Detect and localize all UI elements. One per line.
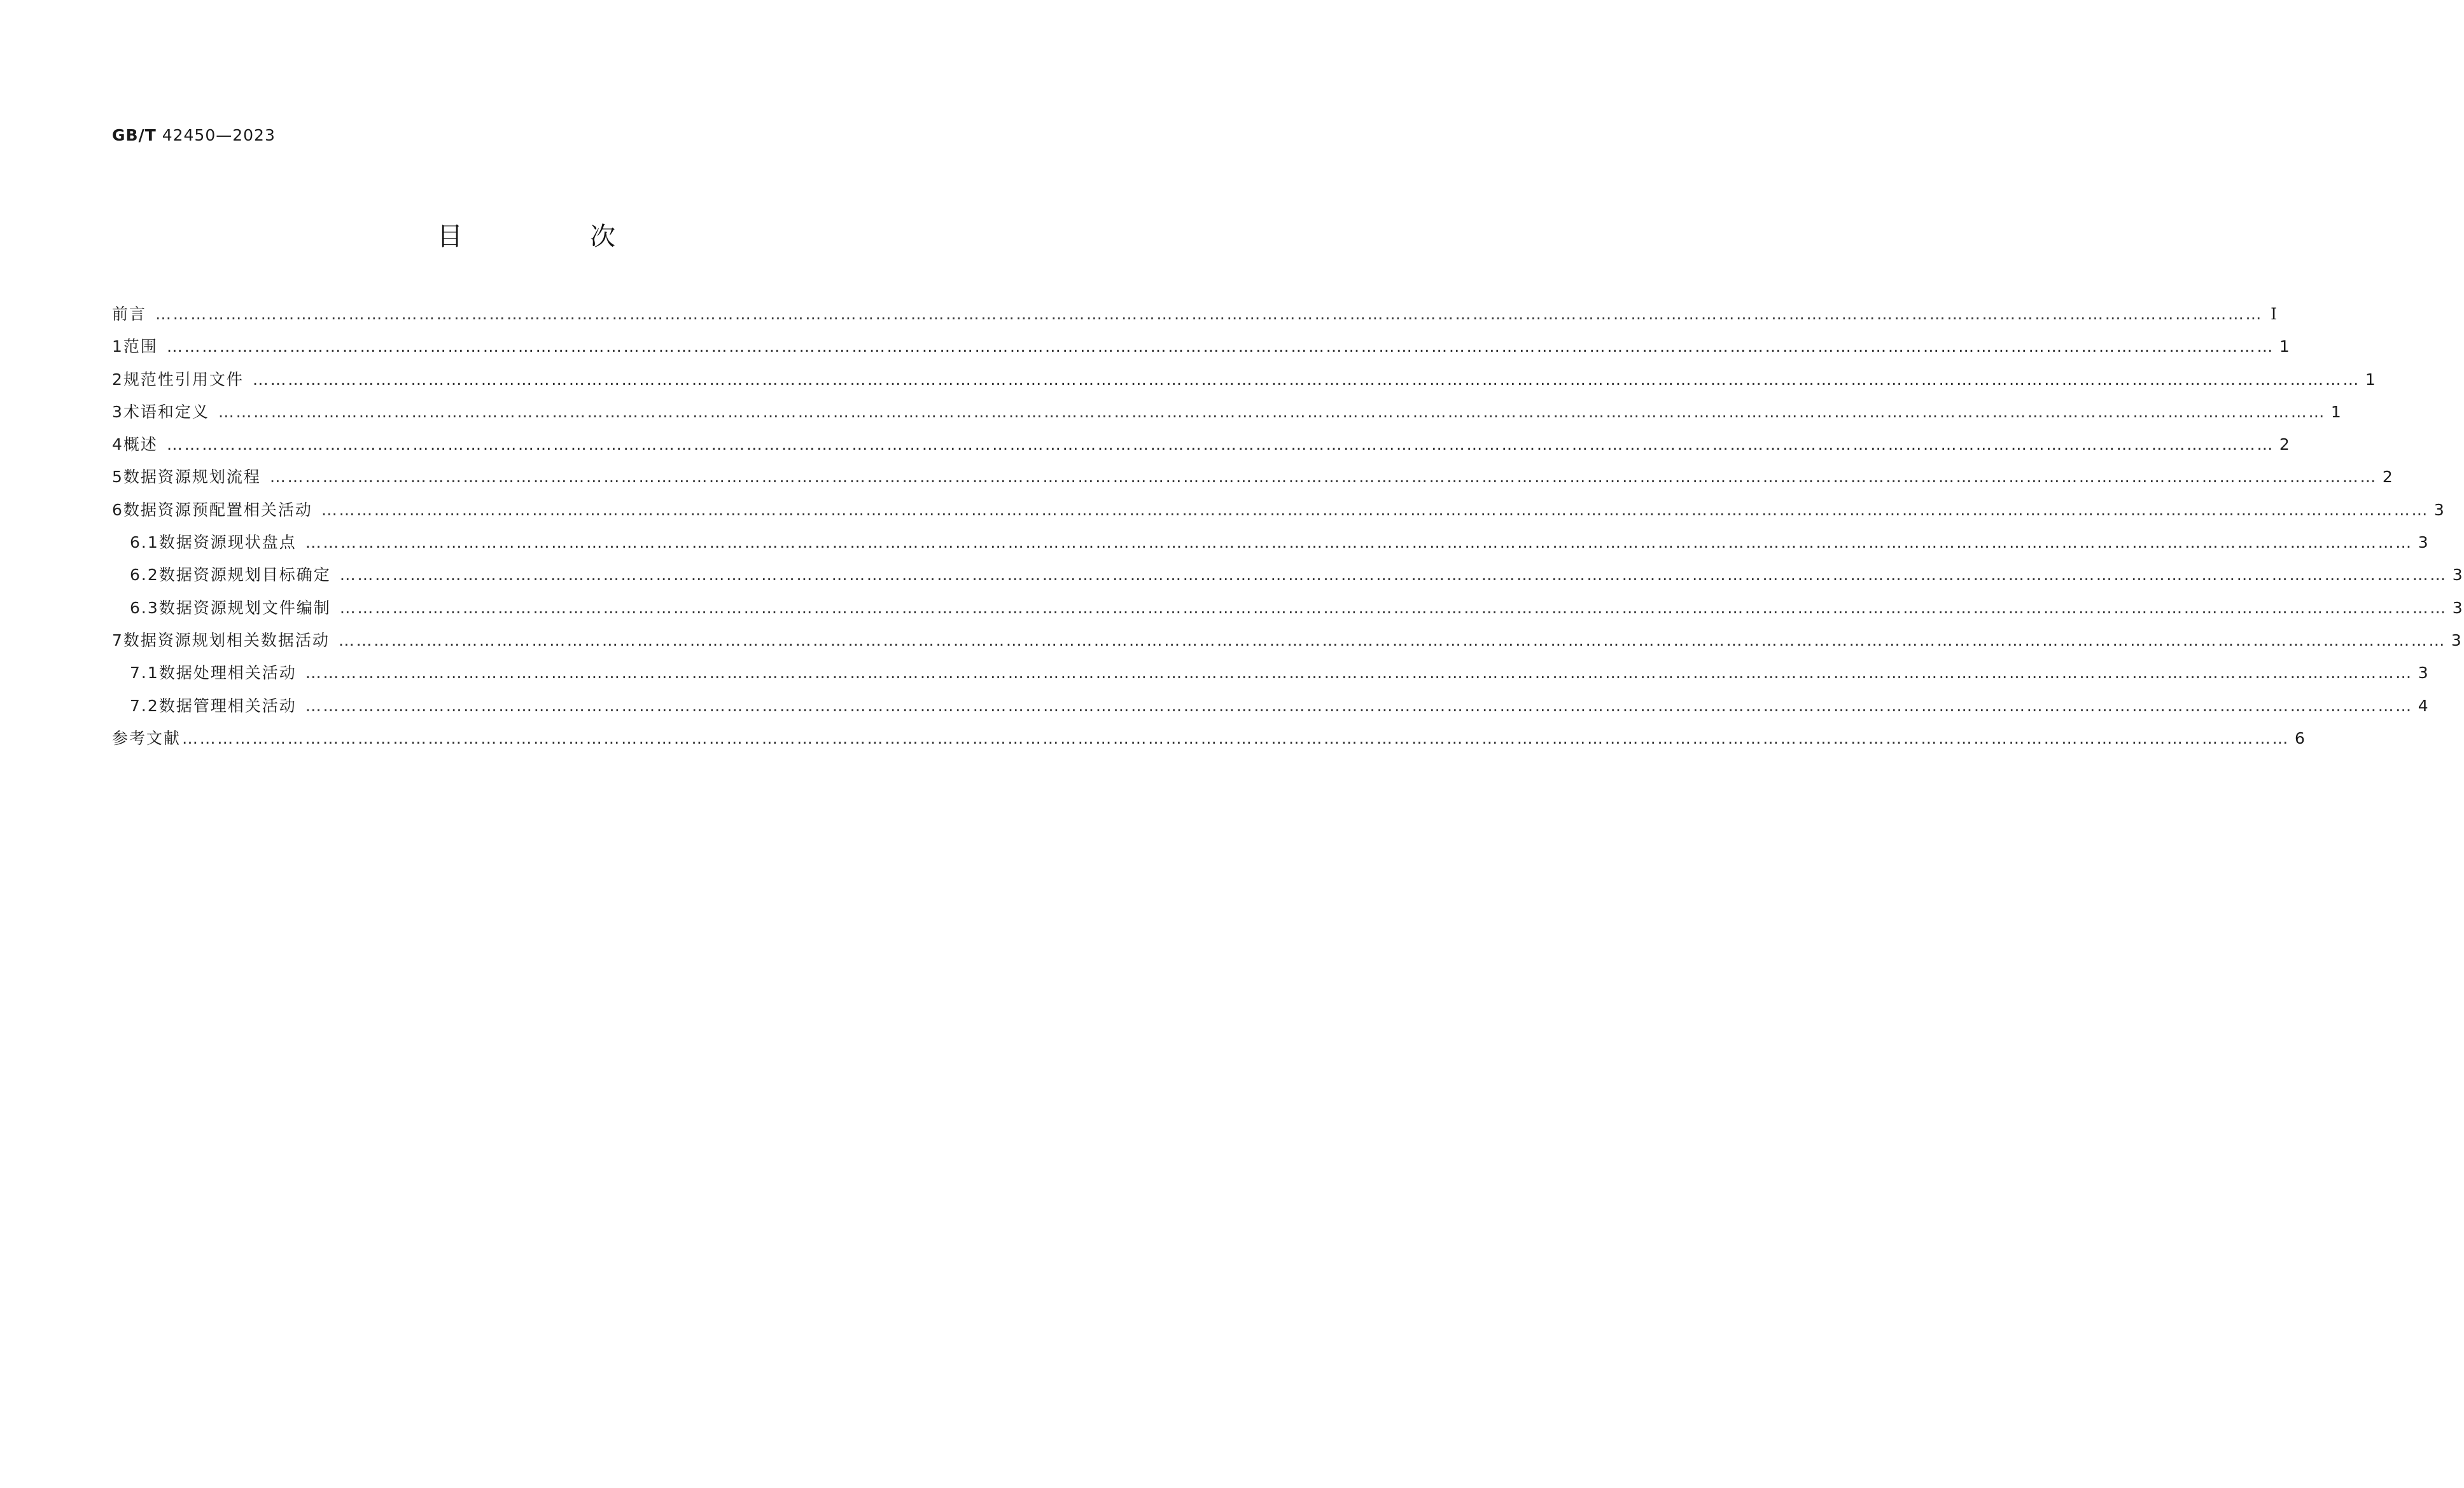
- toc-entry-label: 数据资源现状盘点: [158, 533, 297, 552]
- toc-dot-leader: ………………………………………………………………………………………………………………………………………………………………………………………………………………………………………………………………………………………………………………………………: [305, 664, 2413, 683]
- toc-entry-page-number: 3: [2452, 598, 2464, 617]
- toc-dot-leader: ………………………………………………………………………………………………………………………………………………………………………………………………………………………………………………………………………………………………………………………………: [321, 500, 2429, 519]
- toc-entry-page-number: 4: [2418, 696, 2430, 715]
- toc-entry-label: 数据资源规划目标确定: [158, 566, 331, 585]
- toc-entry-page-number: 3: [2418, 533, 2430, 552]
- toc-dot-leader: ………………………………………………………………………………………………………………………………………………………………………………………………………………………………………………………………………………………………………………………………: [166, 435, 2274, 454]
- toc-entry-page-number: 3: [2452, 566, 2464, 585]
- toc-entry-page-number: 1: [2365, 370, 2377, 389]
- toc-entry-label: 数据资源规划流程: [123, 468, 261, 487]
- toc-entry-page-number: 3: [2451, 630, 2463, 650]
- toc-entry-label: 术语和定义: [123, 402, 209, 421]
- toc-entry-label: 前言: [112, 305, 147, 323]
- toc-entry-label: 数据资源规划相关数据活动: [123, 630, 330, 650]
- toc-dot-leader: ………………………………………………………………………………………………………………………………………………………………………………………………………………………………………………………………………………………………………………………………: [339, 566, 2447, 585]
- toc-entry-number: 5: [112, 468, 123, 487]
- toc-entry-number: 7.1: [130, 664, 159, 683]
- toc-entry-number: 6: [112, 500, 123, 519]
- standard-code: [112, 126, 276, 144]
- toc-entry[interactable]: [112, 595, 2464, 628]
- toc-entry-label: 范围: [123, 337, 158, 356]
- standard-code-prefix: GB/T: [112, 126, 157, 144]
- toc-dot-leader: ………………………………………………………………………………………………………………………………………………………………………………………………………………………………………………………………………………………………………………………………: [218, 402, 2326, 421]
- toc-entry[interactable]: [112, 562, 2464, 595]
- toc-entry-number: 2: [112, 370, 123, 389]
- toc-entry[interactable]: [112, 497, 2446, 530]
- toc-dot-leader: ………………………………………………………………………………………………………………………………………………………………………………………………………………………………………………………………………………………………………………………………: [305, 533, 2413, 552]
- toc-entry-number: 6.3: [130, 598, 159, 617]
- toc-entry[interactable]: [112, 464, 2394, 497]
- toc-entry-number: 3: [112, 402, 123, 421]
- toc-entry[interactable]: [112, 693, 2430, 726]
- toc-dot-leader: ………………………………………………………………………………………………………………………………………………………………………………………………………………………………………………………………………………………………………………………………: [252, 370, 2360, 389]
- toc-entry-label: 数据处理相关活动: [158, 664, 297, 683]
- toc-entry-page-number: 1: [2279, 337, 2291, 356]
- toc-entry-number: 7.2: [130, 696, 159, 715]
- table-of-contents: [112, 302, 2464, 758]
- toc-dot-leader: ………………………………………………………………………………………………………………………………………………………………………………………………………………………………………………………………………………………………………………………………: [339, 598, 2447, 617]
- toc-entry-label: 规范性引用文件: [123, 370, 244, 389]
- toc-entry[interactable]: [112, 400, 2342, 432]
- toc-dot-leader: ………………………………………………………………………………………………………………………………………………………………………………………………………………………………………………………………………………………………………………………………: [155, 305, 2264, 323]
- toc-entry-label: 数据资源预配置相关活动: [123, 500, 312, 519]
- toc-dot-leader: ………………………………………………………………………………………………………………………………………………………………………………………………………………………………………………………………………………………………………………………………: [182, 728, 2290, 747]
- toc-entry[interactable]: [112, 530, 2430, 562]
- toc-entry-number: 6.1: [130, 533, 159, 552]
- toc-dot-leader: ………………………………………………………………………………………………………………………………………………………………………………………………………………………………………………………………………………………………………………………………: [166, 337, 2274, 356]
- toc-entry-label: 概述: [123, 435, 158, 454]
- toc-dot-leader: ………………………………………………………………………………………………………………………………………………………………………………………………………………………………………………………………………………………………………………………………: [269, 468, 2377, 487]
- toc-entry-label: 数据管理相关活动: [158, 696, 297, 715]
- toc-entry-number: 7: [112, 630, 123, 650]
- toc-entry[interactable]: [112, 432, 2291, 464]
- toc-entry-number: 1: [112, 337, 123, 356]
- toc-entry[interactable]: [112, 628, 2463, 660]
- toc-entry-page-number: 2: [2279, 435, 2291, 454]
- standard-code-number: 42450—2023: [162, 126, 276, 144]
- toc-entry-page-number: 6: [2295, 728, 2306, 747]
- toc-entry[interactable]: [112, 367, 2377, 400]
- toc-entry-number: 4: [112, 435, 123, 454]
- toc-entry-page-number: 1: [2330, 402, 2342, 421]
- toc-entry-label: 参考文献: [112, 728, 181, 747]
- toc-title: 目 次: [437, 222, 666, 251]
- toc-entry[interactable]: [112, 726, 2306, 758]
- toc-entry-page-number: 3: [2418, 664, 2430, 683]
- toc-dot-leader: ………………………………………………………………………………………………………………………………………………………………………………………………………………………………………………………………………………………………………………………………: [338, 630, 2446, 650]
- toc-entry[interactable]: [112, 302, 2279, 334]
- toc-entry[interactable]: [112, 660, 2430, 693]
- toc-dot-leader: ………………………………………………………………………………………………………………………………………………………………………………………………………………………………………………………………………………………………………………………………: [305, 696, 2413, 715]
- toc-entry-page-number: Ⅰ: [2271, 305, 2279, 323]
- toc-entry[interactable]: [112, 334, 2291, 366]
- toc-entry-page-number: 3: [2433, 500, 2446, 519]
- toc-entry-page-number: 2: [2382, 468, 2394, 487]
- toc-entry-number: 6.2: [130, 566, 159, 585]
- toc-entry-label: 数据资源规划文件编制: [158, 598, 331, 617]
